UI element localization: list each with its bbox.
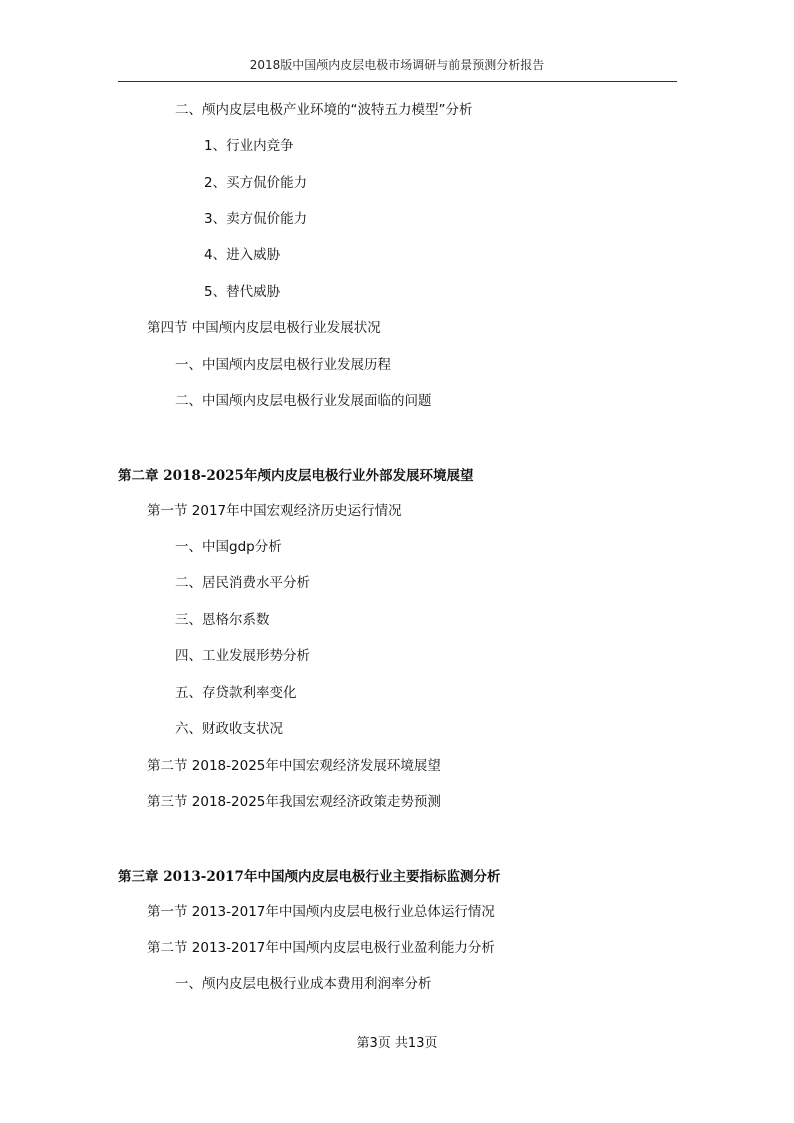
toc-subsection: 五、存贷款利率变化 — [175, 685, 297, 701]
toc-subsection: 六、财政收支状况 — [175, 721, 283, 737]
toc-section: 第一节 2013-2017年中国颅内皮层电极行业总体运行情况 — [147, 904, 495, 920]
toc-subsection: 二、居民消费水平分析 — [175, 575, 310, 591]
header-divider — [118, 81, 677, 82]
toc-chapter: 第三章 2013-2017年中国颅内皮层电极行业主要指标监测分析 — [118, 869, 501, 885]
toc-chapter: 第二章 2018-2025年颅内皮层电极行业外部发展环境展望 — [118, 468, 474, 484]
toc-subsection: 四、工业发展形势分析 — [175, 648, 310, 664]
toc-item: 4、进入威胁 — [204, 247, 281, 263]
toc-item: 2、买方侃价能力 — [204, 175, 308, 191]
toc-subsection: 一、中国gdp分析 — [175, 539, 282, 555]
toc-section: 第二节 2013-2017年中国颅内皮层电极行业盈利能力分析 — [147, 940, 495, 956]
toc-item: 5、替代威胁 — [204, 284, 281, 300]
toc-subsection: 二、颅内皮层电极产业环境的“波特五力模型”分析 — [175, 102, 473, 118]
toc-section: 第二节 2018-2025年中国宏观经济发展环境展望 — [147, 758, 441, 774]
toc-section: 第三节 2018-2025年我国宏观经济政策走势预测 — [147, 794, 441, 810]
toc-subsection: 一、中国颅内皮层电极行业发展历程 — [175, 357, 391, 373]
toc-item: 1、行业内竞争 — [204, 138, 294, 154]
page-header-title: 2018版中国颅内皮层电极市场调研与前景预测分析报告 — [249, 58, 545, 72]
toc-section: 第一节 2017年中国宏观经济历史运行情况 — [147, 503, 402, 519]
toc-subsection: 二、中国颅内皮层电极行业发展面临的问题 — [175, 393, 432, 409]
toc-section: 第四节 中国颅内皮层电极行业发展状况 — [147, 320, 381, 336]
toc-item: 3、卖方侃价能力 — [204, 211, 308, 227]
page-footer-number: 第3页 共13页 — [356, 1036, 438, 1051]
toc-subsection: 三、恩格尔系数 — [175, 612, 270, 628]
toc-subsection: 一、颅内皮层电极行业成本费用利润率分析 — [175, 976, 432, 992]
